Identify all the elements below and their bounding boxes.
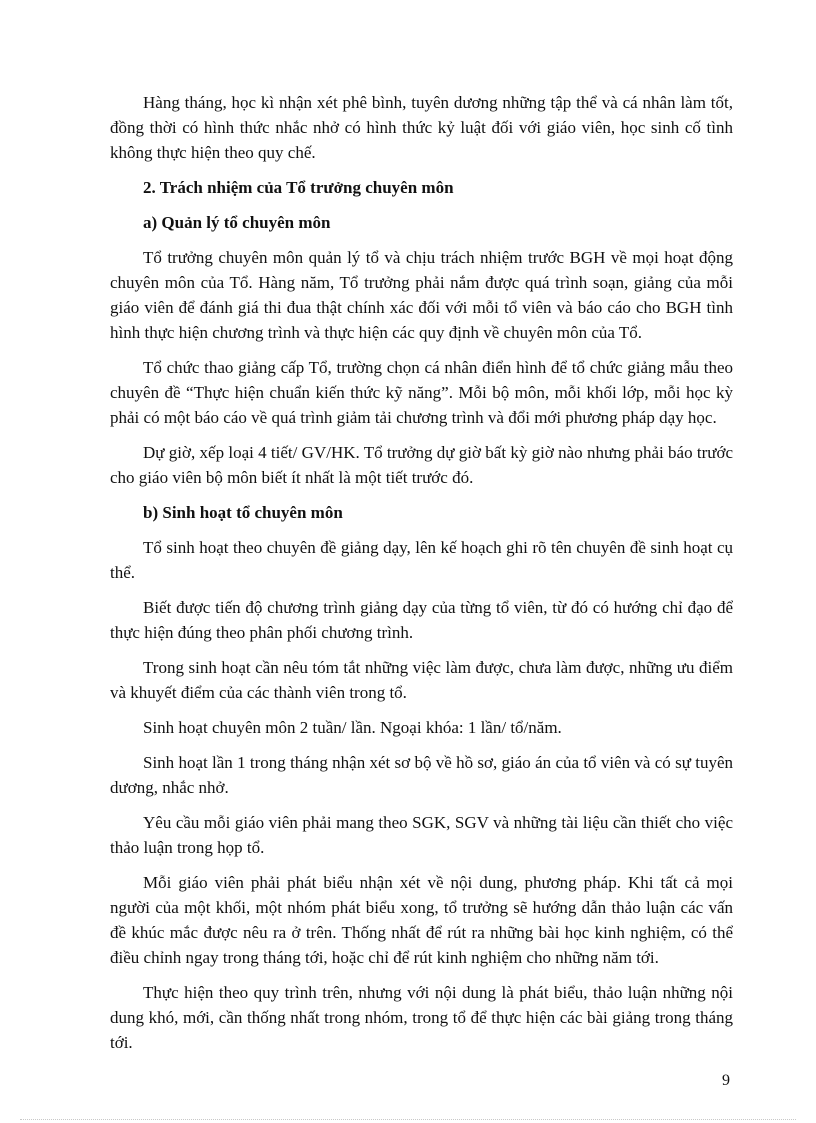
paragraph-thematic-activities: Tổ sinh hoạt theo chuyên đề giảng dạy, lên kế hoạch ghi rõ tên chuyên đề sinh hoạt cụ thể. [110,538,733,582]
paragraph-leader-duties: Tổ trưởng chuyên môn quản lý tổ và chịu trách nhiệm trước BGH về mọi hoạt động chuyên môn của Tổ. Hàng năm, Tổ trưởng phải nắm được quá trình soạn, giảng của mỗi giáo viên để đánh giá thi đua thật chính xác đối với mỗi tổ viên và báo cáo cho BGH tình hình thực hiện chương trình và thực hiện các quy định về chuyên môn của Tổ. [110,248,733,342]
document-body [110,90,733,1065]
section-heading-leader-responsibility: 2. Trách nhiệm của Tổ trưởng chuyên môn [143,178,454,197]
paragraph-progress-tracking: Biết được tiến độ chương trình giảng dạy của từng tổ viên, từ đó có hướng chỉ đạo để thực hiện đúng theo phân phối chương trình. [110,598,733,642]
paragraph-process-application: Thực hiện theo quy trình trên, nhưng với nội dung là phát biểu, thảo luận những nội dung khó, mới, cần thống nhất trong nhóm, trong tổ để thực hiện các bài giảng trong tháng tới. [110,983,733,1052]
subsection-heading-group-activities: b) Sinh hoạt tổ chuyên môn [143,503,343,522]
page-bottom-divider [20,1119,796,1120]
paragraph-first-meeting: Sinh hoạt lần 1 trong tháng nhận xét sơ bộ về hồ sơ, giáo án của tổ viên và có sự tuyên dương, nhắc nhở. [110,753,733,797]
paragraph-summary-points: Trong sinh hoạt cần nêu tóm tắt những việc làm được, chưa làm được, những ưu điểm và khuyết điểm của các thành viên trong tổ. [110,658,733,702]
subsection-heading-group-management: a) Quản lý tổ chuyên môn [143,213,331,232]
paragraph-teaching-demonstration: Tổ chức thao giảng cấp Tổ, trường chọn cá nhân điển hình để tổ chức giảng mẫu theo chuyên đề “Thực hiện chuẩn kiến thức kỹ năng”. Mỗi bộ môn, mỗi khối lớp, mỗi học kỳ phải có một báo cáo về quá trình giảm tải chương trình và đổi mới phương pháp dạy học. [110,358,733,427]
paragraph-class-observation: Dự giờ, xếp loại 4 tiết/ GV/HK. Tổ trưởng dự giờ bất kỳ giờ nào nhưng phải báo trước cho giáo viên bộ môn biết ít nhất là một tiết trước đó. [110,443,733,487]
paragraph-materials-requirement: Yêu cầu mỗi giáo viên phải mang theo SGK, SGV và những tài liệu cần thiết cho việc thảo luận trong họp tổ. [110,813,733,857]
paragraph-discussion-process: Mỗi giáo viên phải phát biểu nhận xét về nội dung, phương pháp. Khi tất cả mọi người của một khối, một nhóm phát biểu xong, tổ trưởng sẽ hướng dẫn thảo luận các vấn đề khúc mắc được nêu ra ở trên. Thống nhất để rút ra những bài học kinh nghiệm, có thể điều chỉnh ngay trong tháng tới, hoặc chỉ để rút kinh nghiệm cho những năm tới. [110,873,733,967]
page-number: 9 [722,1072,730,1089]
paragraph-meeting-frequency: Sinh hoạt chuyên môn 2 tuần/ lần. Ngoại khóa: 1 lần/ tổ/năm. [143,718,562,737]
paragraph-monthly-review: Hàng tháng, học kì nhận xét phê bình, tuyên dương những tập thể và cá nhân làm tốt, đồng thời có hình thức nhắc nhở có hình thức kỷ luật đối với giáo viên, học sinh cố tình không thực hiện theo quy chế. [110,93,733,162]
